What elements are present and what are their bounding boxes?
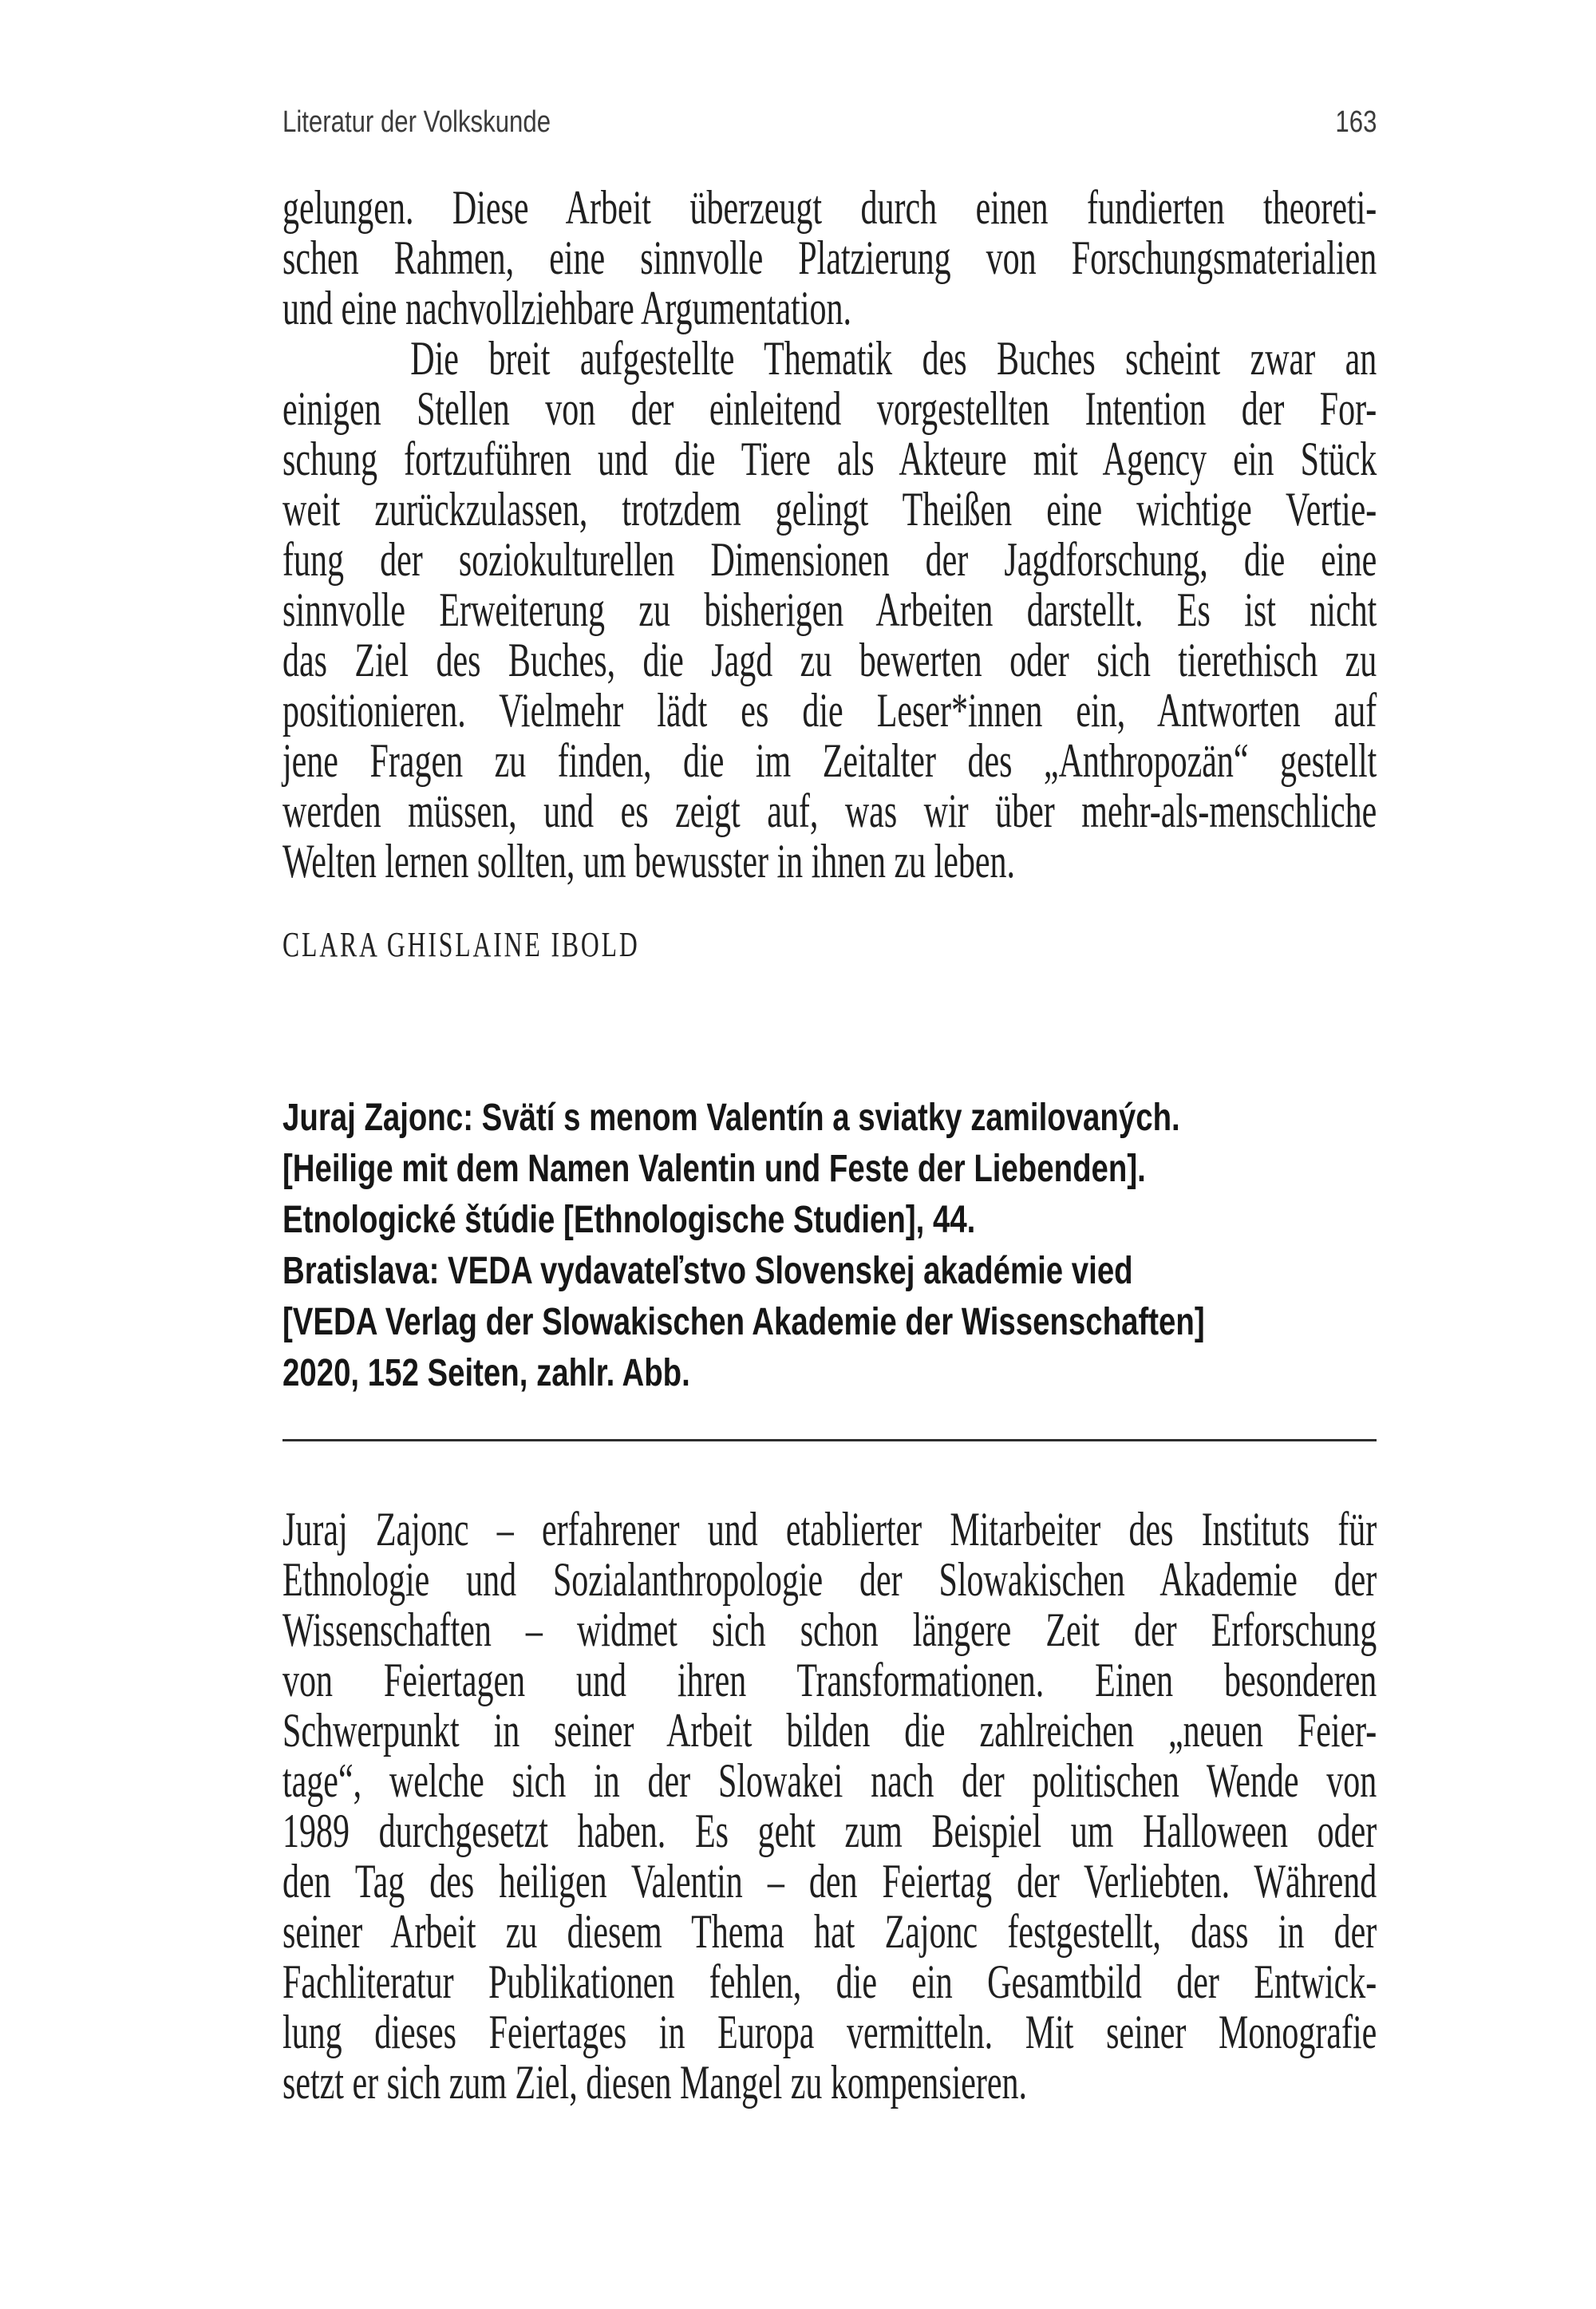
text-line: lung dieses Feiertages in Europa vermitteln. Mit seiner Monografie [282,2006,1377,2058]
bibliographic-heading [282,1093,1377,1399]
text-line: das Ziel des Buches, die Jagd zu bewerten oder sich tierethisch zu [282,634,1377,686]
text-line: setzt er sich zum Ziel, diesen Mangel zu kompensieren. [282,2056,1028,2109]
bib-line: 2020, 152 Seiten, zahlr. Abb. [282,1352,690,1394]
text-line: Die breit aufgestellte Thematik des Buches scheint zwar an [410,332,1377,385]
review-closing-text [282,183,1377,887]
bib-line: [VEDA Verlag der Slowakischen Akademie der Wissenschaften] [282,1301,1205,1343]
text-line: Fachliteratur Publikationen fehlen, die ein Gesamtbild der Entwick- [282,1955,1377,2008]
page-header [282,105,1377,140]
text-line: tage“, welche sich in der Slowakei nach der politischen Wende von [282,1754,1377,1807]
text-line: sinnvolle Erweiterung zu bisherigen Arbeiten darstellt. Es ist nicht [282,583,1377,636]
review-opening-text [282,1504,1377,2108]
text-line: Wissenschaften – widmet sich schon längere Zeit der Erforschung [282,1603,1377,1656]
text-line: den Tag des heiligen Valentin – den Feiertag der Verliebten. Während [282,1855,1377,1908]
bib-line: Etnologické štúdie [Ethnologische Studien], 44. [282,1199,976,1241]
text-line: Ethnologie und Sozialanthropologie der Slowakischen Akademie der [282,1553,1377,1606]
text-line: Welten lernen sollten, um bewusster in ihnen zu leben. [282,835,1016,888]
text-line: seiner Arbeit zu diesem Thema hat Zajonc festgestellt, dass in der [282,1905,1377,1958]
text-line: einigen Stellen von der einleitend vorgestellten Intention der For- [282,382,1377,435]
bib-line: Bratislava: VEDA vydavateľstvo Slovenskej akadémie vied [282,1250,1133,1292]
text-line: fung der soziokulturellen Dimensionen der Jagdforschung, die eine [282,533,1377,586]
text-line: und eine nachvollziehbare Argumentation. [282,282,852,334]
text-line: gelungen. Diese Arbeit überzeugt durch einen fundierten theoreti- [282,181,1377,234]
text-line: schung fortzuführen und die Tiere als Akteure mit Agency ein Stück [282,433,1377,485]
text-line: schen Rahmen, eine sinnvolle Platzierung von Forschungsmaterialien [282,231,1377,284]
text-line: weit zurückzulassen, trotzdem gelingt Theißen eine wichtige Vertie- [282,483,1377,536]
text-line: 1989 durchgesetzt haben. Es geht zum Beispiel um Halloween oder [282,1805,1377,1857]
text-line: von Feiertagen und ihren Transformationen. Einen besonderen [282,1654,1377,1706]
running-title: Literatur der Volkskunde [282,105,551,139]
bib-line: Juraj Zajonc: Svätí s menom Valentín a sviatky zamilovaných. [282,1097,1180,1139]
text-line: Schwerpunkt in seiner Arbeit bilden die zahlreichen „neuen Feier- [282,1704,1377,1757]
text-line: jene Fragen zu finden, die im Zeitalter des „Anthropozän“ gestellt [282,734,1377,787]
reviewer-name: CLARA GHISLAINE IBOLD [282,925,640,964]
text-line: werden müssen, und es zeigt auf, was wir über mehr-als-menschliche [282,785,1377,837]
section-divider [282,1439,1377,1441]
page-number: 163 [1335,105,1377,139]
text-line: Juraj Zajonc – erfahrener und etablierter Mitarbeiter des Instituts für [282,1503,1377,1556]
text-line: positionieren. Vielmehr lädt es die Leser*innen ein, Antworten auf [282,684,1377,737]
bib-line: [Heilige mit dem Namen Valentin und Feste der Liebenden]. [282,1148,1146,1190]
